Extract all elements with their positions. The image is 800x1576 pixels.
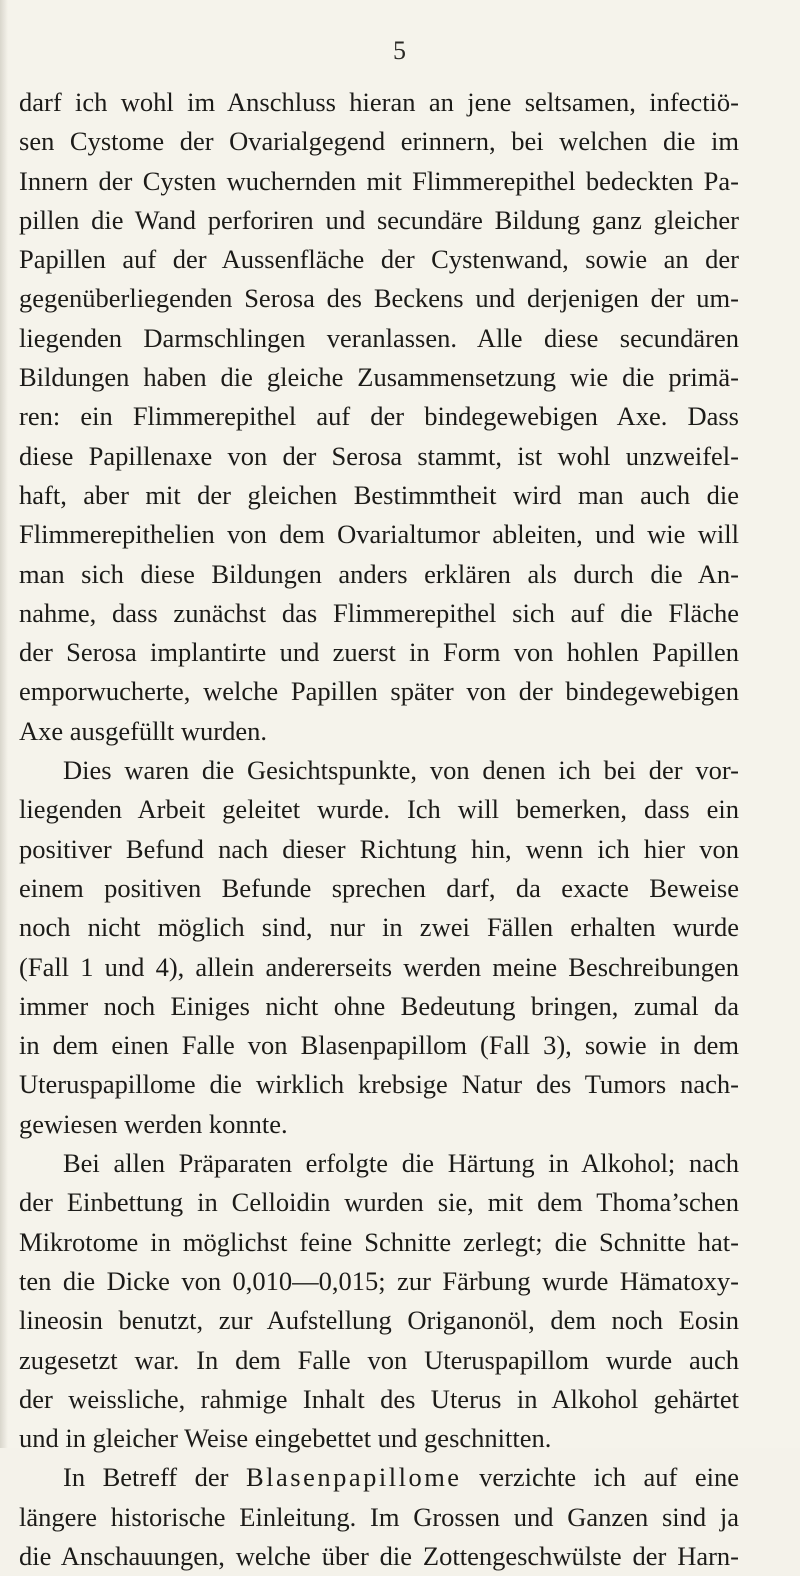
text-line: gegenüberliegenden Serosa des Beckens und derjenigen der um- (19, 283, 739, 314)
text-line: nahme, dass zunächst das Flimmerepithel sich auf die Fläche (19, 597, 739, 628)
text-line: diese Papillenaxe von der Serosa stammt, ist wohl unzweifel- (19, 440, 739, 471)
text-segment: In Betreff der (63, 1462, 246, 1493)
text-line: die Anschauungen, welche über die Zottengeschwülste der Harn- (19, 1540, 739, 1571)
text-line: der weissliche, rahmige Inhalt des Uterus in Alkohol gehärtet (19, 1383, 739, 1414)
text-line: Mikrotome in möglichst feine Schnitte zerlegt; die Schnitte hat- (19, 1226, 739, 1257)
text-line (19, 1458, 739, 1497)
text-line: positiver Befund nach dieser Richtung hin, wenn ich hier von (19, 833, 739, 864)
text-line: lineosin benutzt, zur Aufstellung Origanonöl, dem noch Eosin (19, 1305, 739, 1336)
text-line: ren: ein Flimmerepithel auf der bindegewebigen Axe. Dass (19, 401, 739, 432)
text-line: gewiesen werden konnte. (19, 1108, 288, 1139)
text-line: liegenden Darmschlingen veranlassen. Alle diese secundären (19, 322, 739, 353)
text-segment: verzichte ich auf eine (461, 1462, 739, 1493)
text-line: liegenden Arbeit geleitet wurde. Ich will bemerken, dass ein (19, 794, 739, 825)
text-line: pillen die Wand perforiren und secundäre Bildung ganz gleicher (19, 204, 739, 235)
text-line: noch nicht möglich sind, nur in zwei Fällen erhalten wurde (19, 912, 739, 943)
text-line: Bei allen Präparaten erfolgte die Härtung in Alkohol; nach (63, 1148, 739, 1179)
text-line: Axe ausgefüllt wurden. (19, 715, 267, 746)
text-line: der Serosa implantirte und zuerst in Form von hohlen Papillen (19, 637, 739, 668)
text-line: Innern der Cysten wuchernden mit Flimmerepithel bedeckten Pa- (19, 165, 739, 196)
page-number: 5 (393, 36, 407, 65)
text-line: zugesetzt war. In dem Falle von Uteruspapillom wurde auch (19, 1344, 739, 1375)
spaced-emphasis: Blasenpapillome (245, 1462, 462, 1493)
text-line: haft, aber mit der gleichen Bestimmtheit wird man auch die (19, 479, 739, 510)
text-line: man sich diese Bildungen anders erklären als durch die An- (19, 558, 739, 589)
text-line: emporwucherte, welche Papillen später von der bindegewebigen (19, 676, 739, 707)
text-line: sen Cystome der Ovarialgegend erinnern, bei welchen die im (19, 126, 739, 157)
text-line: ten die Dicke von 0,010—0,015; zur Färbung wurde Hämatoxy- (19, 1265, 739, 1296)
text-line: der Einbettung in Celloidin wurden sie, mit dem Thoma’schen (19, 1187, 739, 1218)
text-line: in dem einen Falle von Blasenpapillom (Fall 3), sowie in dem (19, 1030, 739, 1061)
text-line: immer noch Einiges nicht ohne Bedeutung bringen, zumal da (19, 990, 739, 1021)
page-left-edge-shadow (0, 0, 8, 1448)
body-text (19, 83, 739, 1576)
text-line: Papillen auf der Aussenfläche der Cystenwand, sowie an der (19, 244, 739, 275)
text-line: und in gleicher Weise eingebettet und geschnitten. (19, 1423, 552, 1454)
text-line: Uteruspapillome die wirklich krebsige Natur des Tumors nach- (19, 1069, 739, 1100)
text-line: Dies waren die Gesichtspunkte, von denen ich bei der vor- (63, 755, 739, 786)
text-line: längere historische Einleitung. Im Grossen und Ganzen sind ja (19, 1501, 739, 1532)
text-line: darf ich wohl im Anschluss hieran an jene seltsamen, infectiö- (19, 87, 739, 117)
text-line: (Fall 1 und 4), allein andererseits werden meine Beschreibungen (19, 951, 739, 982)
text-line: Flimmerepithelien von dem Ovarialtumor ableiten, und wie will (19, 519, 739, 550)
text-line: einem positiven Befunde sprechen darf, da exacte Beweise (19, 872, 739, 903)
text-line: Bildungen haben die gleiche Zusammensetzung wie die primä- (19, 362, 739, 393)
